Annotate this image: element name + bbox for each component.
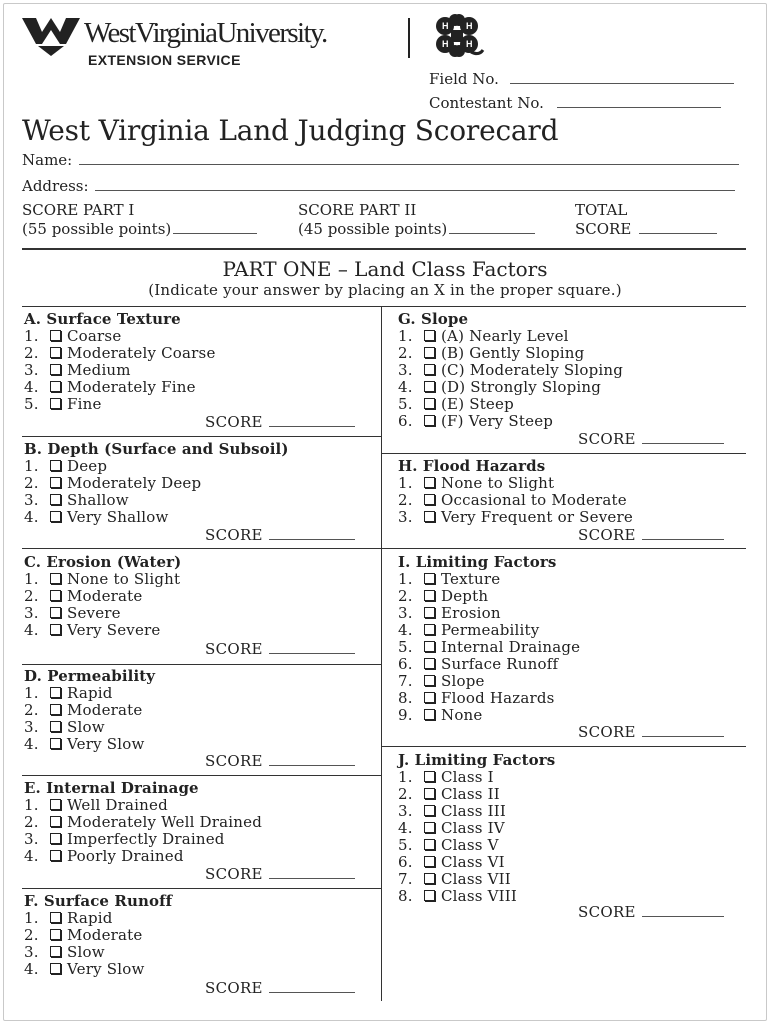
section-title: B. Depth (Surface and Subsoil)	[24, 440, 289, 458]
checkbox-icon[interactable]	[50, 364, 61, 375]
checkbox-icon[interactable]	[424, 347, 435, 358]
score-d: SCORE	[205, 751, 355, 770]
option-row[interactable]: 2. Moderate	[24, 587, 143, 605]
checkbox-icon[interactable]	[424, 788, 435, 799]
checkbox-icon[interactable]	[424, 675, 435, 686]
score-part-two-blank[interactable]	[449, 219, 535, 234]
option-row[interactable]: 2. Class II	[398, 785, 500, 803]
checkbox-icon[interactable]	[50, 721, 61, 732]
checkbox-icon[interactable]	[424, 415, 435, 426]
option-row[interactable]: 1. Rapid	[24, 684, 113, 702]
option-row[interactable]: 1. None to Slight	[398, 474, 555, 492]
option-row[interactable]: 4. Very Severe	[24, 621, 161, 639]
divider-e-f	[22, 888, 381, 889]
checkbox-icon[interactable]	[424, 822, 435, 833]
checkbox-icon[interactable]	[50, 347, 61, 358]
section-surface-texture	[24, 311, 216, 413]
option-row[interactable]: 3. Erosion	[398, 604, 501, 622]
divider-c-d	[22, 664, 381, 665]
total-score-label: SCORE	[575, 220, 632, 238]
checkbox-icon[interactable]	[50, 590, 61, 601]
checkbox-icon[interactable]	[50, 573, 61, 584]
score-part-one-block	[22, 202, 257, 238]
divider-a-b	[22, 436, 381, 437]
university-name: WestVirginiaUniversity.	[84, 17, 327, 49]
section-title: J. Limiting Factors	[398, 751, 556, 769]
section-limiting-factors-i	[398, 554, 580, 724]
checkbox-icon[interactable]	[50, 912, 61, 923]
wv-flying-logo-icon	[22, 16, 80, 56]
score-e: SCORE	[205, 864, 355, 883]
option-row[interactable]: 3. Shallow	[24, 491, 129, 509]
section-title: H. Flood Hazards	[398, 457, 546, 475]
option-row[interactable]: 5. Fine	[24, 395, 102, 413]
option-row[interactable]: 2. Moderately Well Drained	[24, 813, 263, 831]
option-row[interactable]: 7. Slope	[398, 672, 485, 690]
page-title: West Virginia Land Judging Scorecard	[22, 114, 559, 147]
checkbox-icon[interactable]	[50, 398, 61, 409]
score-blank[interactable]	[642, 525, 724, 540]
checkbox-icon[interactable]	[424, 590, 435, 601]
score-a: SCORE	[205, 412, 355, 431]
option-row[interactable]: 1. None to Slight	[24, 570, 181, 588]
checkbox-icon[interactable]	[424, 364, 435, 375]
address-label: Address:	[22, 177, 89, 195]
option-row[interactable]: 3. Very Frequent or Severe	[398, 508, 633, 526]
total-score-blank[interactable]	[639, 219, 717, 234]
address-row	[22, 176, 735, 195]
checkbox-icon[interactable]	[424, 692, 435, 703]
checkbox-icon[interactable]	[50, 929, 61, 940]
address-blank[interactable]	[95, 176, 735, 191]
option-row[interactable]: 4. Moderately Fine	[24, 378, 196, 396]
section-title: G. Slope	[398, 310, 469, 328]
contestant-no-blank[interactable]	[557, 93, 721, 108]
option-row[interactable]: 1. Well Drained	[24, 796, 168, 814]
name-label: Name:	[22, 151, 73, 169]
score-part-one-label: SCORE PART I	[22, 201, 135, 219]
checkbox-icon[interactable]	[424, 607, 435, 618]
option-row[interactable]: 2. Occasional to Moderate	[398, 491, 627, 509]
section-erosion	[24, 554, 181, 639]
option-row[interactable]: 1. Coarse	[24, 327, 122, 345]
option-row[interactable]: 4. Very Slow	[24, 735, 145, 753]
option-row[interactable]: 4. Permeability	[398, 621, 540, 639]
svg-text:H: H	[466, 21, 473, 31]
checkbox-icon[interactable]	[424, 856, 435, 867]
option-row[interactable]: 2. Moderate	[24, 701, 143, 719]
section-title: C. Erosion (Water)	[24, 553, 182, 571]
option-row[interactable]: 5. Internal Drainage	[398, 638, 581, 656]
checkbox-icon[interactable]	[50, 963, 61, 974]
option-row[interactable]: 9. None	[398, 706, 483, 724]
option-row[interactable]: 2. Moderate	[24, 926, 143, 944]
option-row[interactable]: 4. Very Shallow	[24, 508, 169, 526]
checkbox-icon[interactable]	[50, 946, 61, 957]
checkbox-icon[interactable]	[50, 330, 61, 341]
checkbox-icon[interactable]	[424, 511, 435, 522]
field-no-label: Field No.	[429, 70, 499, 88]
wvu-logo	[22, 16, 432, 70]
field-no-blank[interactable]	[510, 69, 734, 84]
option-row[interactable]: 3. Severe	[24, 604, 121, 622]
option-row[interactable]: 4. Very Slow	[24, 960, 145, 978]
option-row[interactable]: 3. Imperfectly Drained	[24, 830, 225, 848]
checkbox-icon[interactable]	[50, 704, 61, 715]
option-row[interactable]: 3. (C) Moderately Sloping	[398, 361, 624, 379]
option-row[interactable]: 5. Class V	[398, 836, 499, 854]
checkbox-icon[interactable]	[50, 511, 61, 522]
checkbox-icon[interactable]	[50, 624, 61, 635]
score-blank[interactable]	[269, 864, 355, 879]
score-blank[interactable]	[642, 722, 724, 737]
total-score-block	[575, 202, 717, 238]
checkbox-icon[interactable]	[50, 799, 61, 810]
part-one-title: PART ONE – Land Class Factors	[222, 257, 548, 281]
checkbox-icon[interactable]	[50, 381, 61, 392]
divider-g-h	[381, 453, 746, 454]
option-row[interactable]: 1. (A) Nearly Level	[398, 327, 569, 345]
checkbox-icon[interactable]	[50, 607, 61, 618]
score-blank[interactable]	[642, 429, 724, 444]
score-c: SCORE	[205, 639, 355, 658]
option-row[interactable]: 5. (E) Steep	[398, 395, 514, 413]
checkbox-icon[interactable]	[424, 494, 435, 505]
checkbox-icon[interactable]	[424, 381, 435, 392]
option-row[interactable]: 2. Depth	[398, 587, 489, 605]
option-row[interactable]: 2. Moderately Coarse	[24, 344, 216, 362]
checkbox-icon[interactable]	[424, 477, 435, 488]
checkbox-icon[interactable]	[424, 624, 435, 635]
option-row[interactable]: 8. Flood Hazards	[398, 689, 555, 707]
option-row[interactable]: 3. Slow	[24, 943, 105, 961]
score-blank[interactable]	[269, 751, 355, 766]
option-row[interactable]: 1. Deep	[24, 457, 108, 475]
option-row[interactable]: 6. Surface Runoff	[398, 655, 559, 673]
checkbox-icon[interactable]	[50, 738, 61, 749]
score-blank[interactable]	[269, 978, 355, 993]
option-row[interactable]: 1. Class I	[398, 768, 494, 786]
total-label: TOTAL	[575, 201, 628, 219]
option-row[interactable]: 4. (D) Strongly Sloping	[398, 378, 602, 396]
checkbox-icon[interactable]	[50, 833, 61, 844]
logo-divider	[408, 18, 410, 58]
score-h: SCORE	[578, 525, 724, 544]
score-part-one-points: (55 possible points)	[22, 220, 172, 238]
checkbox-icon[interactable]	[424, 641, 435, 652]
section-flood-hazards	[398, 458, 633, 526]
svg-text:H: H	[442, 39, 449, 49]
checkbox-icon[interactable]	[424, 890, 435, 901]
checkbox-icon[interactable]	[50, 816, 61, 827]
option-row[interactable]: 3. Class III	[398, 802, 506, 820]
score-f: SCORE	[205, 978, 355, 997]
checkbox-icon[interactable]	[50, 850, 61, 861]
part-one-divider	[22, 306, 746, 307]
divider-h-i	[381, 548, 746, 549]
column-divider	[381, 307, 382, 1001]
checkbox-icon[interactable]	[424, 805, 435, 816]
checkbox-icon[interactable]	[50, 460, 61, 471]
section-depth	[24, 441, 289, 526]
part-one-instruction: (Indicate your answer by placing an X in the proper square.)	[148, 281, 622, 299]
score-b: SCORE	[205, 525, 355, 544]
field-no-row	[429, 69, 734, 88]
divider-i-j	[381, 746, 746, 747]
contestant-no-label: Contestant No.	[429, 94, 544, 112]
svg-text:H: H	[466, 39, 473, 49]
option-row[interactable]: 4. Poorly Drained	[24, 847, 184, 865]
score-blank[interactable]	[642, 902, 724, 917]
score-blank[interactable]	[269, 412, 355, 427]
checkbox-icon[interactable]	[50, 494, 61, 505]
option-row[interactable]: 2. (B) Gently Sloping	[398, 344, 585, 362]
score-blank[interactable]	[269, 639, 355, 654]
section-slope	[398, 311, 623, 430]
score-g: SCORE	[578, 429, 724, 448]
score-i: SCORE	[578, 722, 724, 741]
section-internal-drainage	[24, 780, 262, 865]
option-row[interactable]: 1. Texture	[398, 570, 501, 588]
checkbox-icon[interactable]	[424, 398, 435, 409]
score-part-one-blank[interactable]	[173, 219, 257, 234]
extension-service-label: EXTENSION SERVICE	[88, 52, 241, 68]
name-row	[22, 150, 739, 169]
name-blank[interactable]	[79, 150, 739, 165]
section-title: E. Internal Drainage	[24, 779, 199, 797]
four-h-clover-icon	[431, 14, 485, 58]
checkbox-icon[interactable]	[424, 330, 435, 341]
header-divider	[22, 248, 746, 250]
checkbox-icon[interactable]	[424, 771, 435, 782]
score-part-two-label: SCORE PART II	[298, 201, 417, 219]
divider-d-e	[22, 775, 381, 776]
option-row[interactable]: 4. Class IV	[398, 819, 505, 837]
section-title: I. Limiting Factors	[398, 553, 557, 571]
option-row[interactable]: 8. Class VIII	[398, 887, 517, 905]
score-j: SCORE	[578, 902, 724, 921]
score-part-two-points: (45 possible points)	[298, 220, 448, 238]
section-permeability	[24, 668, 155, 753]
checkbox-icon[interactable]	[424, 573, 435, 584]
checkbox-icon[interactable]	[50, 477, 61, 488]
checkbox-icon[interactable]	[424, 839, 435, 850]
section-title: A. Surface Texture	[24, 310, 181, 328]
checkbox-icon[interactable]	[424, 658, 435, 669]
option-row[interactable]: 6. Class VI	[398, 853, 505, 871]
section-title: F. Surface Runoff	[24, 892, 173, 910]
option-row[interactable]: 7. Class VII	[398, 870, 511, 888]
checkbox-icon[interactable]	[50, 687, 61, 698]
checkbox-icon[interactable]	[424, 709, 435, 720]
contestant-no-row	[429, 93, 721, 112]
option-row[interactable]: 3. Slow	[24, 718, 105, 736]
option-row[interactable]: 2. Moderately Deep	[24, 474, 202, 492]
section-title: D. Permeability	[24, 667, 156, 685]
score-part-two-block	[298, 202, 535, 238]
score-blank[interactable]	[269, 525, 355, 540]
svg-text:H: H	[442, 21, 449, 31]
option-row[interactable]: 6. (F) Very Steep	[398, 412, 554, 430]
divider-b-c	[22, 548, 381, 549]
option-row[interactable]: 1. Rapid	[24, 909, 113, 927]
option-row[interactable]: 3. Medium	[24, 361, 131, 379]
section-surface-runoff	[24, 893, 172, 978]
checkbox-icon[interactable]	[424, 873, 435, 884]
section-limiting-factors-j	[398, 752, 555, 905]
